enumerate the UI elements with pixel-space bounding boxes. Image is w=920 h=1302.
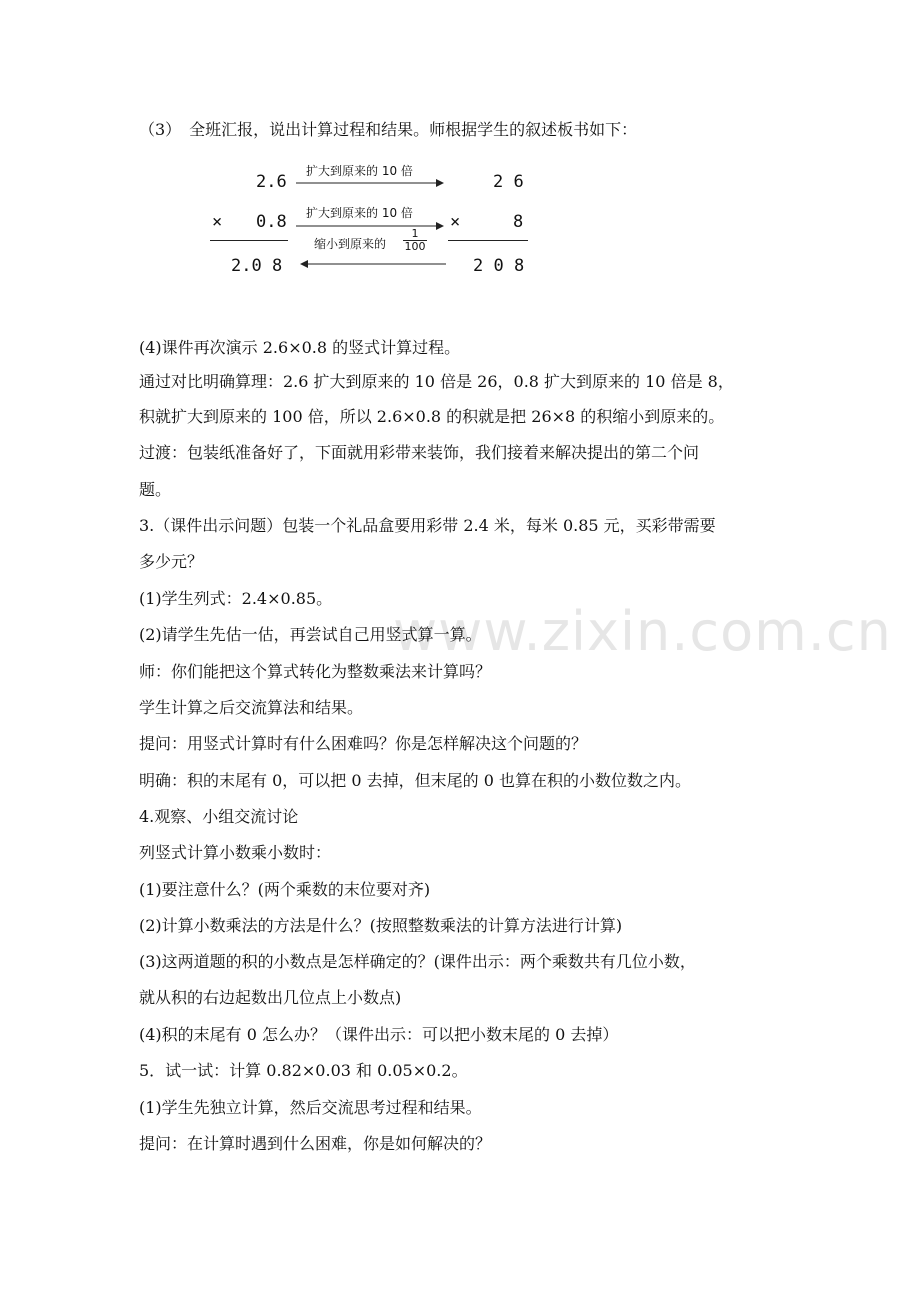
paragraph: 积就扩大到原来的 100 倍，所以 2.6×0.8 的积就是把 26×8 的积缩小到原来的。 bbox=[139, 407, 725, 426]
paragraph: 4.观察、小组交流讨论 bbox=[139, 807, 299, 826]
left-result-line bbox=[210, 240, 288, 241]
watermark: www.zixin.com.cn bbox=[393, 600, 892, 663]
paragraph: (1)学生先独立计算，然后交流思考过程和结果。 bbox=[139, 1098, 482, 1117]
paragraph: （3） 全班汇报，说出计算过程和结果。师根据学生的叙述板书如下： bbox=[139, 120, 638, 139]
paragraph: 3.（课件出示问题）包装一个礼品盒要用彩带 2.4 米，每米 0.85 元，买彩带需要 bbox=[139, 516, 716, 535]
paragraph: (3)这两道题的积的小数点是怎样确定的？(课件出示：两个乘数共有几位小数， bbox=[139, 952, 696, 971]
paragraph: (1)要注意什么？(两个乘数的末位要对齐) bbox=[139, 880, 431, 899]
right-result-line bbox=[448, 240, 528, 241]
paragraph: 师：你们能把这个算式转化为整数乘法来计算吗？ bbox=[139, 662, 492, 681]
paragraph: 过渡：包装纸准备好了，下面就用彩带来装饰，我们接着来解决提出的第二个问 bbox=[139, 443, 700, 462]
vertical-multiplication-diagram bbox=[200, 160, 540, 285]
left-times-sign: × bbox=[212, 212, 223, 232]
paragraph: 多少元？ bbox=[139, 552, 204, 571]
paragraph: 明确：积的末尾有 0，可以把 0 去掉，但末尾的 0 也算在积的小数位数之内。 bbox=[139, 771, 691, 790]
left-multiplier: 0.8 bbox=[256, 212, 287, 232]
paragraph: (4)积的末尾有 0 怎么办？（课件出示：可以把小数末尾的 0 去掉） bbox=[139, 1025, 619, 1044]
paragraph: (2)计算小数乘法的方法是什么？(按照整数乘法的计算方法进行计算) bbox=[139, 916, 623, 935]
left-product: 2.0 8 bbox=[231, 256, 283, 276]
paragraph: 提问：在计算时遇到什么困难，你是如何解决的？ bbox=[139, 1134, 492, 1153]
arrow1-label: 扩大到原来的 10 倍 bbox=[306, 164, 413, 178]
arrow3-label: 缩小到原来的 bbox=[314, 237, 387, 251]
arrow2-label: 扩大到原来的 10 倍 bbox=[306, 206, 413, 220]
paragraph: (2)请学生先估一估，再尝试自己用竖式算一算。 bbox=[139, 625, 482, 644]
left-arrow-icon bbox=[300, 259, 450, 269]
right-product: 2 0 8 bbox=[473, 256, 525, 276]
right-times-sign: × bbox=[450, 212, 461, 232]
paragraph: 提问：用竖式计算时有什么困难吗？你是怎样解决这个问题的？ bbox=[139, 734, 588, 753]
paragraph: (1)学生列式：2.4×0.85。 bbox=[139, 589, 333, 608]
right-multiplicand: 2 6 bbox=[493, 172, 524, 192]
paragraph: 学生计算之后交流算法和结果。 bbox=[139, 698, 364, 717]
left-multiplicand: 2.6 bbox=[256, 172, 287, 192]
paragraph: 就从积的右边起数出几位点上小数点) bbox=[139, 988, 402, 1007]
right-arrow-icon bbox=[296, 178, 444, 188]
paragraph: 通过对比明确算理：2.6 扩大到原来的 10 倍是 26，0.8 扩大到原来的 10 倍是 8， bbox=[139, 372, 734, 391]
fraction-one-hundredth bbox=[403, 228, 427, 253]
paragraph: 5．试一试：计算 0.82×0.03 和 0.05×0.2。 bbox=[139, 1061, 468, 1080]
right-multiplier: 8 bbox=[513, 212, 524, 232]
paragraph: 列竖式计算小数乘小数时： bbox=[139, 843, 332, 862]
paragraph: (4)课件再次演示 2.6×0.8 的竖式计算过程。 bbox=[139, 338, 461, 357]
paragraph: 题。 bbox=[139, 480, 172, 499]
fraction-denominator: 100 bbox=[404, 240, 426, 253]
fraction-numerator: 1 bbox=[403, 228, 427, 241]
